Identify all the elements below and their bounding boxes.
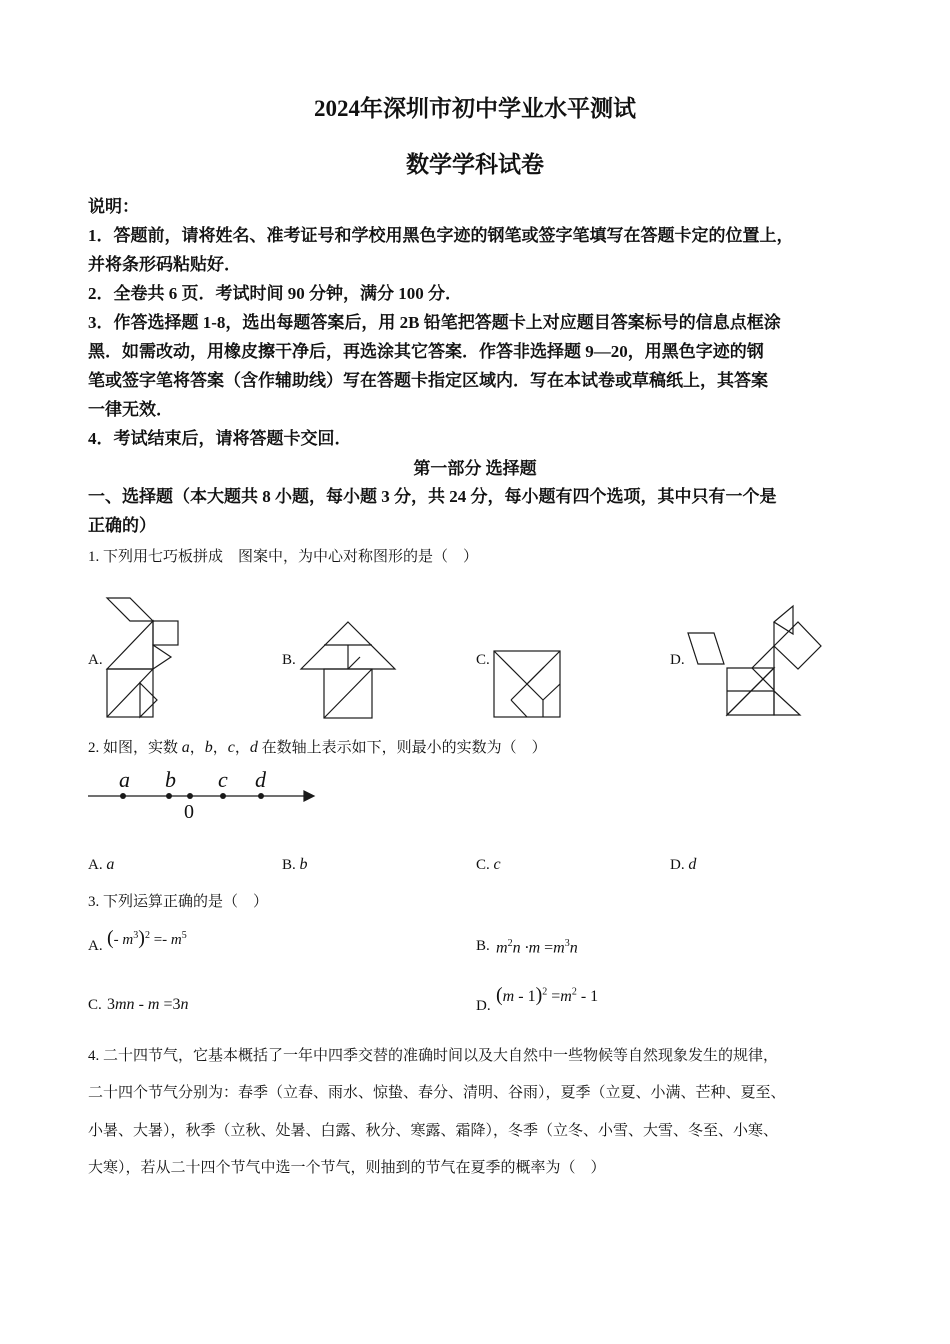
section-heading: 一、选择题（本大题共 8 小题，每小题 3 分，共 24 分，每小题有四个选项，其中只有一个是	[88, 487, 777, 506]
question-4-line: 4. 二十四节气，它基本概括了一年中四季交替的准确时间以及大自然中一些物候等自然现象发生的规律，	[88, 1048, 779, 1064]
q3-option-b-label: B.	[476, 938, 490, 954]
note-line: 4．考试结束后，请将答题卡交回．	[88, 429, 352, 448]
note-line: 并将条形码粘贴好．	[88, 255, 241, 274]
note-line: 一律无效．	[88, 400, 173, 419]
tangram-figure-a	[100, 590, 190, 725]
axis-label-d: d	[255, 767, 266, 792]
q1-option-a-label: A.	[88, 652, 103, 668]
q1-option-b-label: B.	[282, 652, 296, 668]
q1-option-d-label: D.	[670, 652, 685, 668]
axis-label-b: b	[165, 767, 176, 792]
axis-label-zero: 0	[184, 801, 194, 823]
tangram-figure-b	[296, 615, 406, 725]
q3-option-d-label: D.	[476, 998, 491, 1014]
tangram-figure-d	[680, 600, 840, 725]
q3-option-a-label: A.	[88, 938, 103, 954]
question-2-stem: 2. 如图，实数 a，b，c，d 在数轴上表示如下，则最小的实数为（ ）	[88, 739, 547, 756]
q3-option-a-expr: (- $m^3)^2 =- m^5$	[107, 927, 187, 949]
part-heading: 第一部分 选择题	[413, 459, 537, 478]
note-line: 黑．如需改动，用橡皮擦干净后，再选涂其它答案．作答非选择题 9—20，用黑色字迹的钢	[88, 342, 764, 361]
axis-label-a: a	[119, 767, 130, 792]
notes-heading: 说明：	[88, 197, 139, 216]
q3-option-c-label: C.	[88, 997, 102, 1013]
axis-label-c: c	[218, 767, 228, 792]
section-heading-cont: 正确的）	[88, 516, 156, 535]
q3-option-c-expr: 3mn - m =3n	[107, 996, 189, 1013]
q3-option-b-expr: $m^2n \cdot m =m^3n$	[496, 938, 578, 957]
note-line: 3．作答选择题 1-8，选出每题答案后，用 2B 铅笔把答题卡上对应题目答案标号的信息点框涂	[88, 313, 781, 332]
q3-option-d-expr: $(m - 1)^2 =m^2 - 1$	[496, 984, 599, 1006]
q2-option-b: B. b	[282, 856, 308, 873]
note-line: 2．全卷共 6 页．考试时间 90 分钟，满分 100 分．	[88, 284, 462, 303]
q2-option-d: D. d	[670, 856, 697, 873]
page-title: 2024年深圳市初中学业水平测试	[314, 96, 636, 121]
q1-option-c-label: C.	[476, 652, 490, 668]
question-4-line: 小暑、大暑），秋季（立秋、处暑、白露、秋分、寒露、霜降），冬季（立冬、小雪、大雪、冬至、小寒、	[88, 1123, 779, 1139]
question-3-stem: 3. 下列运算正确的是（ ）	[88, 894, 269, 910]
question-1-stem: 1. 下列用七巧板拼成 图案中，为中心对称图形的是（ ）	[88, 549, 479, 565]
q2-option-a: A. a	[88, 856, 115, 873]
question-4-line: 大寒），若从二十四个节气中选一个节气，则抽到的节气在夏季的概率为（ ）	[88, 1160, 606, 1176]
note-line: 笔或签字笔将答案（含作辅助线）写在答题卡指定区域内．写在本试卷或草稿纸上，其答案	[88, 371, 768, 390]
note-line: 1．答题前，请将姓名、准考证号和学校用黑色字迹的钢笔或签字笔填写在答题卡定的位置上，	[88, 226, 794, 245]
q2-option-c: C. c	[476, 856, 501, 873]
question-4-line: 二十四个节气分别为：春季（立春、雨水、惊蛰、春分、清明、谷雨），夏季（立夏、小满、芒种、夏至、	[88, 1085, 786, 1101]
page-subtitle: 数学学科试卷	[406, 152, 544, 177]
tangram-figure-c	[490, 645, 570, 725]
